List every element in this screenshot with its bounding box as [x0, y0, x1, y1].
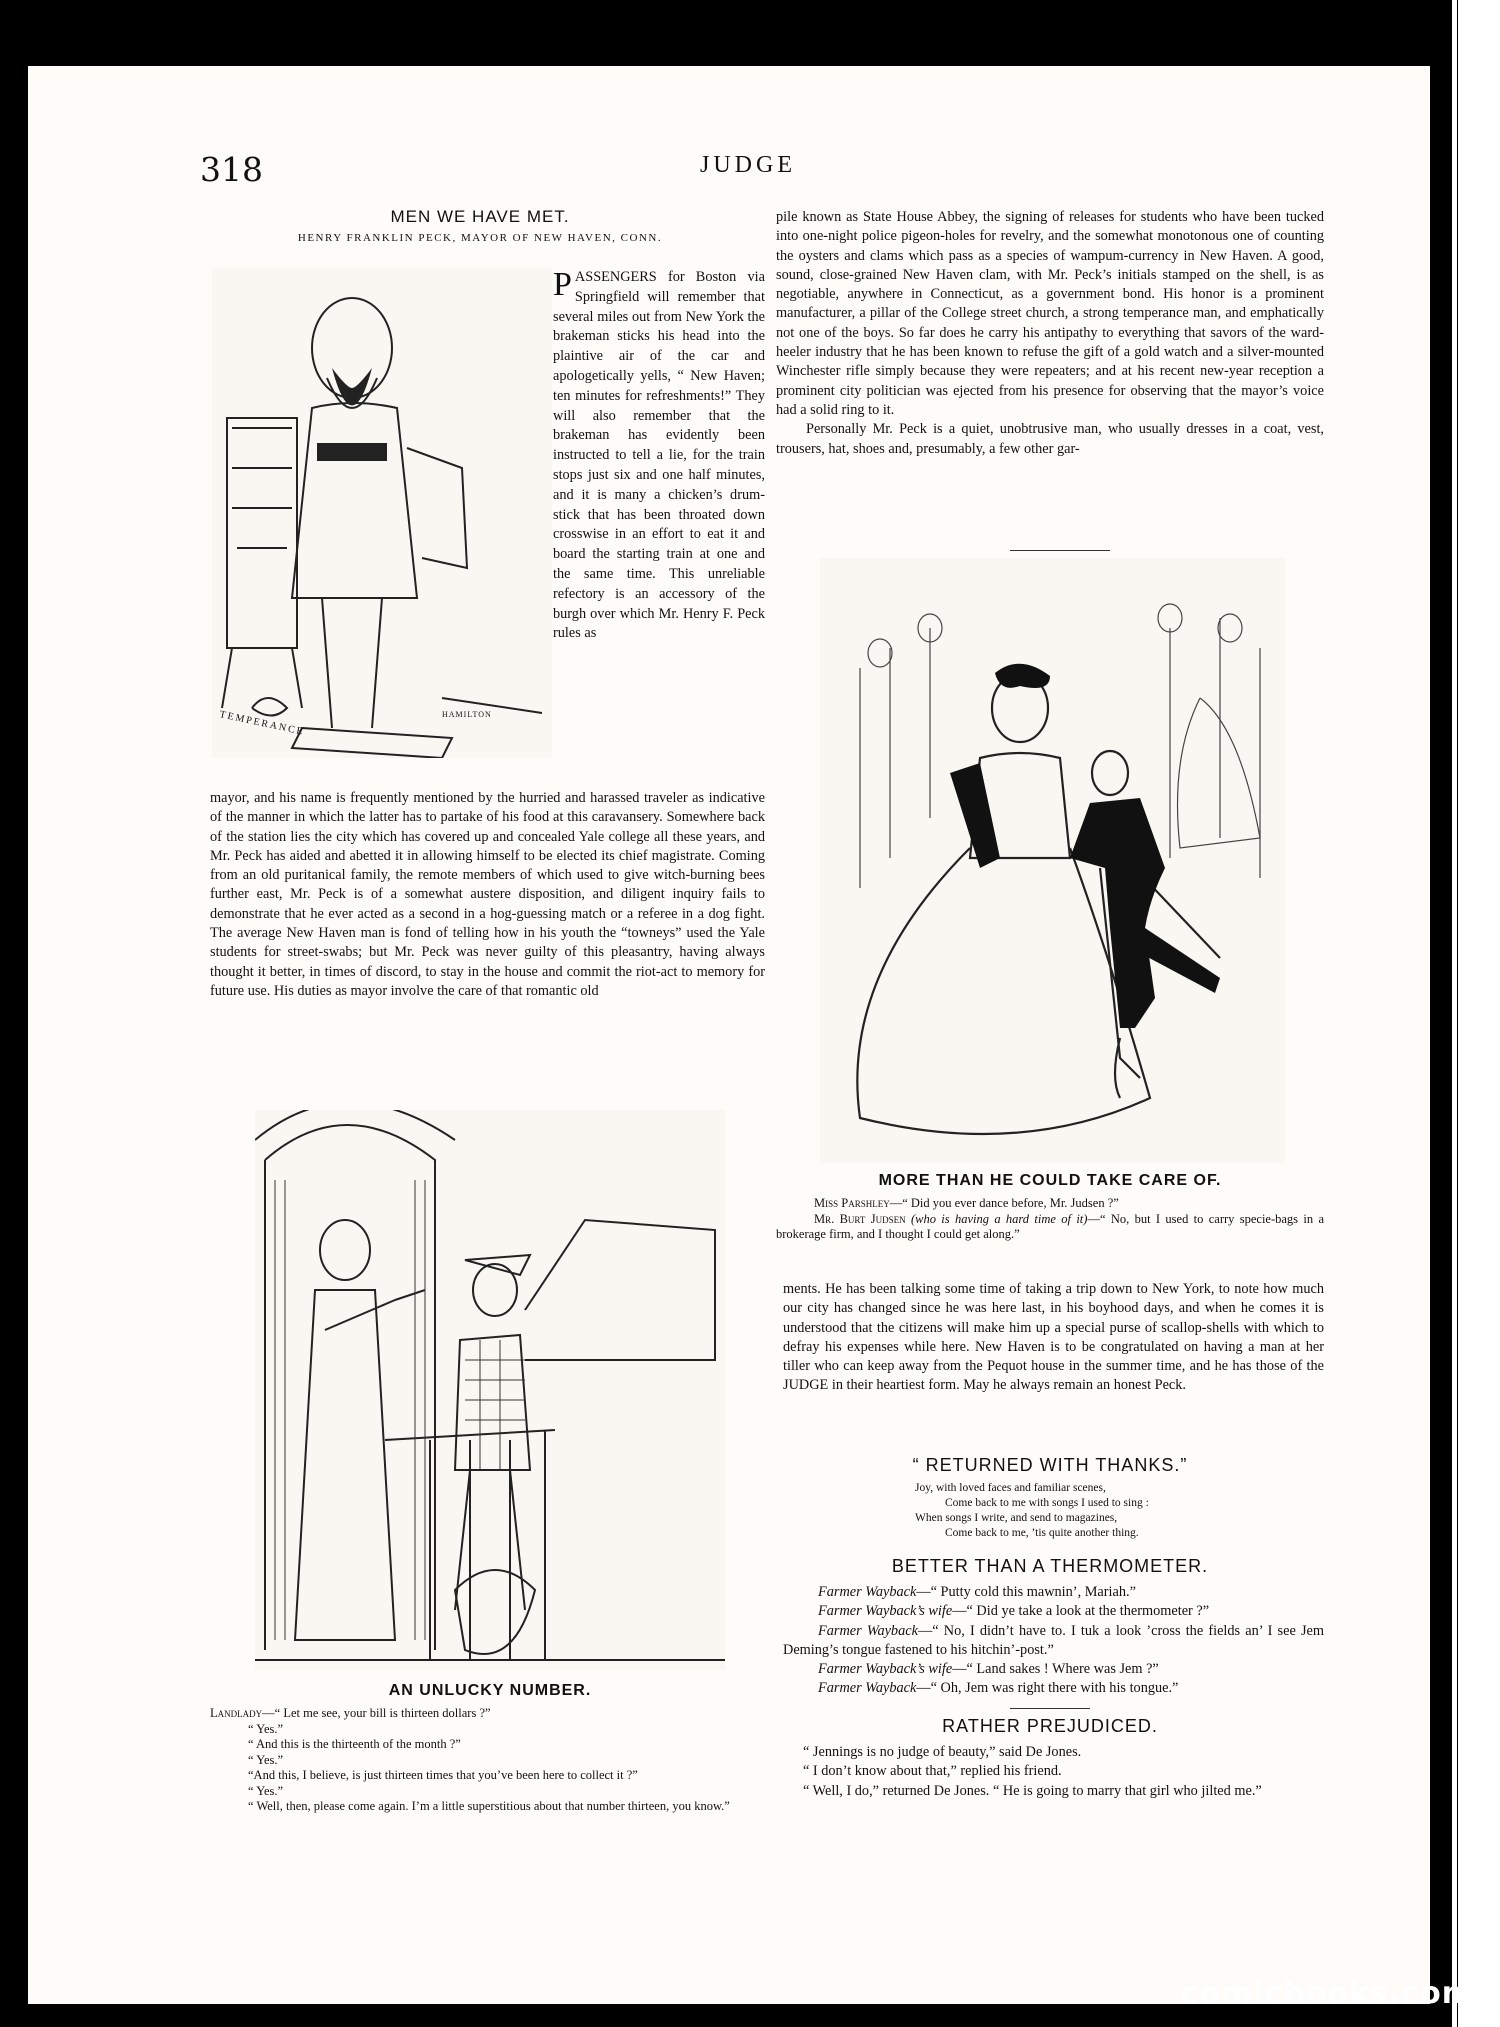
article-subtitle: HENRY FRANKLIN PECK, MAYOR OF NEW HAVEN, CONN. — [297, 232, 663, 244]
next-page-strip — [1458, 0, 1500, 2027]
drop-cap: P — [553, 266, 572, 303]
dialogue-text: —“ Putty cold this mawnin’, Mariah.” — [916, 1584, 1136, 1600]
dialogue-line — [783, 1583, 1324, 1602]
dialogue-line — [783, 1679, 1324, 1698]
temperance-sign-label: TEMPERANCE — [218, 709, 306, 738]
dialogue-line — [783, 1660, 1324, 1679]
landlady-cartoon-caption — [210, 1706, 765, 1815]
caption-line: “ And this is the thirteenth of the month ?” — [248, 1737, 461, 1751]
dialogue-speaker: Farmer Wayback — [818, 1680, 917, 1697]
landlady-cartoon-title: AN UNLUCKY NUMBER. — [388, 1682, 592, 1699]
article-intro-paragraph — [553, 268, 765, 644]
page-edge — [1452, 0, 1457, 2027]
caption-line — [776, 1212, 1324, 1243]
dialogue-text: —“ Land sakes ! Where was Jem ?” — [952, 1661, 1159, 1678]
article-intro-text: ASSENGERS for Boston via Springfield will remember that several miles out from New York the brakeman sticks his head into the plaintive air of the car and apologetically yells, “ New Haven; ten minutes for refreshments!” They will also remember that the brakeman has evidently been instructed to tell a lie, for the train stops just six and one half minutes, and it is many a chicken’s drum-stick that has been throated down crosswise in an effort to eat it and board the starting train at one and the same time. This unreliable refectory is an accessory of the burgh over which Mr. Henry F. Peck rules as — [553, 269, 765, 642]
dialogue-speaker: Farmer Wayback’s wife — [818, 1603, 953, 1620]
caption-line-text: —“ Let me see, your bill is thirteen dollars ?” — [262, 1706, 491, 1720]
dialogue-speaker: Farmer Wayback’s wife — [818, 1661, 953, 1678]
section-divider — [1010, 1708, 1090, 1709]
caption-speaker: Miss Parshley — [814, 1196, 890, 1210]
article-column-two-top — [776, 208, 1324, 459]
dialogue-line: “ I don’t know about that,” replied his friend. — [803, 1763, 1062, 1780]
dance-cartoon-drawing — [820, 558, 1285, 1163]
caption-line-text: —“ No, but I used to carry specie-bags in a brokerage firm, and I thought I could get along.” — [776, 1211, 1324, 1241]
caption-line: “And this, I believe, is just thirteen times that you’ve been here to collect it ?” — [248, 1768, 638, 1782]
poem-line: Joy, with loved faces and familiar scenes, — [915, 1482, 1106, 1494]
dance-cartoon-caption — [776, 1196, 1324, 1243]
section-divider — [1010, 550, 1110, 551]
dialogue-line — [783, 1622, 1324, 1661]
article-ending-paragraph: ments. He has been talking some time of taking a trip down to New York, to note how much our city has changed since he was here last, in his boyhood days, and when he comes it is understood that the citizens will make him up a special purse of scallop-shells with which to defray his expenses while here. New Haven is to be congratulated on having a man at her tiller who can keep away from the Pequot house in the summer time, and he has those of the JUDGE in their heartiest form. May he always remain an honest Peck. — [783, 1281, 1324, 1394]
prejudiced-dialogue — [783, 1743, 1324, 1801]
dialogue-text: —“ Oh, Jem was right there with his tongue.” — [916, 1680, 1179, 1697]
thermometer-dialogue — [783, 1583, 1324, 1699]
watermark: comicbooks.com — [1180, 1976, 1474, 2011]
caption-speaker: Mr. Burt Judsen — [814, 1211, 906, 1226]
peck-portrait-drawing — [212, 268, 552, 758]
poem-title: “ RETURNED WITH THANKS.” — [912, 1455, 1188, 1475]
caption-speaker: Landlady — [210, 1706, 263, 1720]
dialogue-text: —“ Did ye take a look at the thermometer ?” — [952, 1603, 1210, 1620]
article-paragraph-continued: mayor, and his name is frequently mentioned by the hurried and harassed traveler as indicative of the manner in which the latter has to partake of his food at this caravansery. Somewhere back of the station lies the city which has covered up and concealed Yale college all these years, and Mr. Peck has aided and abetted it in allowing himself to be elected its chief magistrate. Coming from an old puritanical family, the remote members of which used to give witch-burning bees further east, Mr. Peck is of a somewhat austere disposition, and diligent inquiry fails to demonstrate that he ever acted as a second in a hog-guessing match or a referee in a dog fight. The average New Haven man is fond of telling how in his youth the “towneys” used the Yale students for street-swabs; but Mr. Peck was never guilty of this pleasantry, having always thought it better, in times of discord, to stay in the house and commit the riot-act to memory for future use. His duties as mayor involve the care of that romantic old — [210, 790, 765, 999]
artist-signature: HAMILTON — [442, 710, 492, 719]
caption-aside: (who is having a hard time of it) — [910, 1211, 1088, 1226]
dance-cartoon-title: MORE THAN HE COULD TAKE CARE OF. — [878, 1172, 1222, 1189]
caption-line — [776, 1196, 1324, 1212]
prejudiced-title: RATHER PREJUDICED. — [942, 1716, 1158, 1736]
caption-line — [210, 1706, 765, 1722]
poem-line: Come back to me, ’tis quite another thing. — [945, 1527, 1139, 1539]
dialogue-speaker: Farmer Wayback — [818, 1584, 917, 1600]
dance-cartoon-illustration — [820, 558, 1285, 1163]
caption-line: “ Yes.” — [248, 1721, 284, 1736]
caption-line: “ Yes.” — [248, 1783, 284, 1798]
caption-line-text: —“ Did you ever dance before, Mr. Judsen ?” — [889, 1196, 1119, 1210]
landlady-cartoon-drawing — [255, 1110, 725, 1670]
article-paragraph: pile known as State House Abbey, the signing of releases for students who have been tucked into one-night police pigeon-holes for revelry, and the somewhat monotonous one of counting the oysters and clams which pass as a species of wampum-currency in New Haven. A good, sound, close-grained New Haven clam, with Mr. Peck’s initials stamped on the shell, is as negotiable, anywhere in Connecticut, as a government bond. His honor is a prominent manufacturer, a pillar of the College street church, a strong temperance man, and emphatically not one of the boys. So far does he carry his antipathy to everything that savors of the ward-heeler industry that he has been known to refuse the gift of a gold watch and a silver-mounted Winchester rifle simply because they were repeaters; and at his recent new-year reception a prominent city politician was ejected from his presence for observing that the mayor’s voice had a solid ring to it. — [776, 209, 1324, 418]
peck-portrait-illustration — [212, 268, 552, 758]
poem-line: When songs I write, and send to magazines, — [915, 1512, 1118, 1524]
article-title: MEN WE HAVE MET. — [390, 207, 570, 226]
dialogue-line: “ Well, I do,” returned De Jones. “ He is going to marry that girl who jilted me.” — [803, 1782, 1262, 1799]
dialogue-speaker: Farmer Wayback — [818, 1622, 918, 1639]
dialogue-text: —“ No, I didn’t have to. I tuk a look ’cross the fields an’ I see Jem Deming’s tongue fastened to his hitchin’-post.” — [783, 1622, 1324, 1658]
dialogue-line — [783, 1602, 1324, 1621]
landlady-cartoon-illustration — [255, 1110, 725, 1670]
article-paragraph: Personally Mr. Peck is a quiet, unobtrusive man, who usually dresses in a coat, vest, trousers, hat, shoes and, presumably, a few other gar- — [776, 421, 1324, 457]
poem-line: Come back to me with songs I used to sing : — [945, 1497, 1149, 1509]
caption-line: “ Yes.” — [248, 1752, 284, 1767]
page-number: 318 — [200, 150, 263, 189]
running-head: JUDGE — [700, 152, 796, 178]
caption-line: “ Well, then, please come again. I’m a little superstitious about that number thirteen, you know.” — [248, 1799, 730, 1813]
thermometer-title: BETTER THAN A THERMOMETER. — [891, 1556, 1209, 1576]
poem-body — [915, 1481, 1295, 1541]
dialogue-line: “ Jennings is no judge of beauty,” said De Jones. — [803, 1744, 1082, 1760]
